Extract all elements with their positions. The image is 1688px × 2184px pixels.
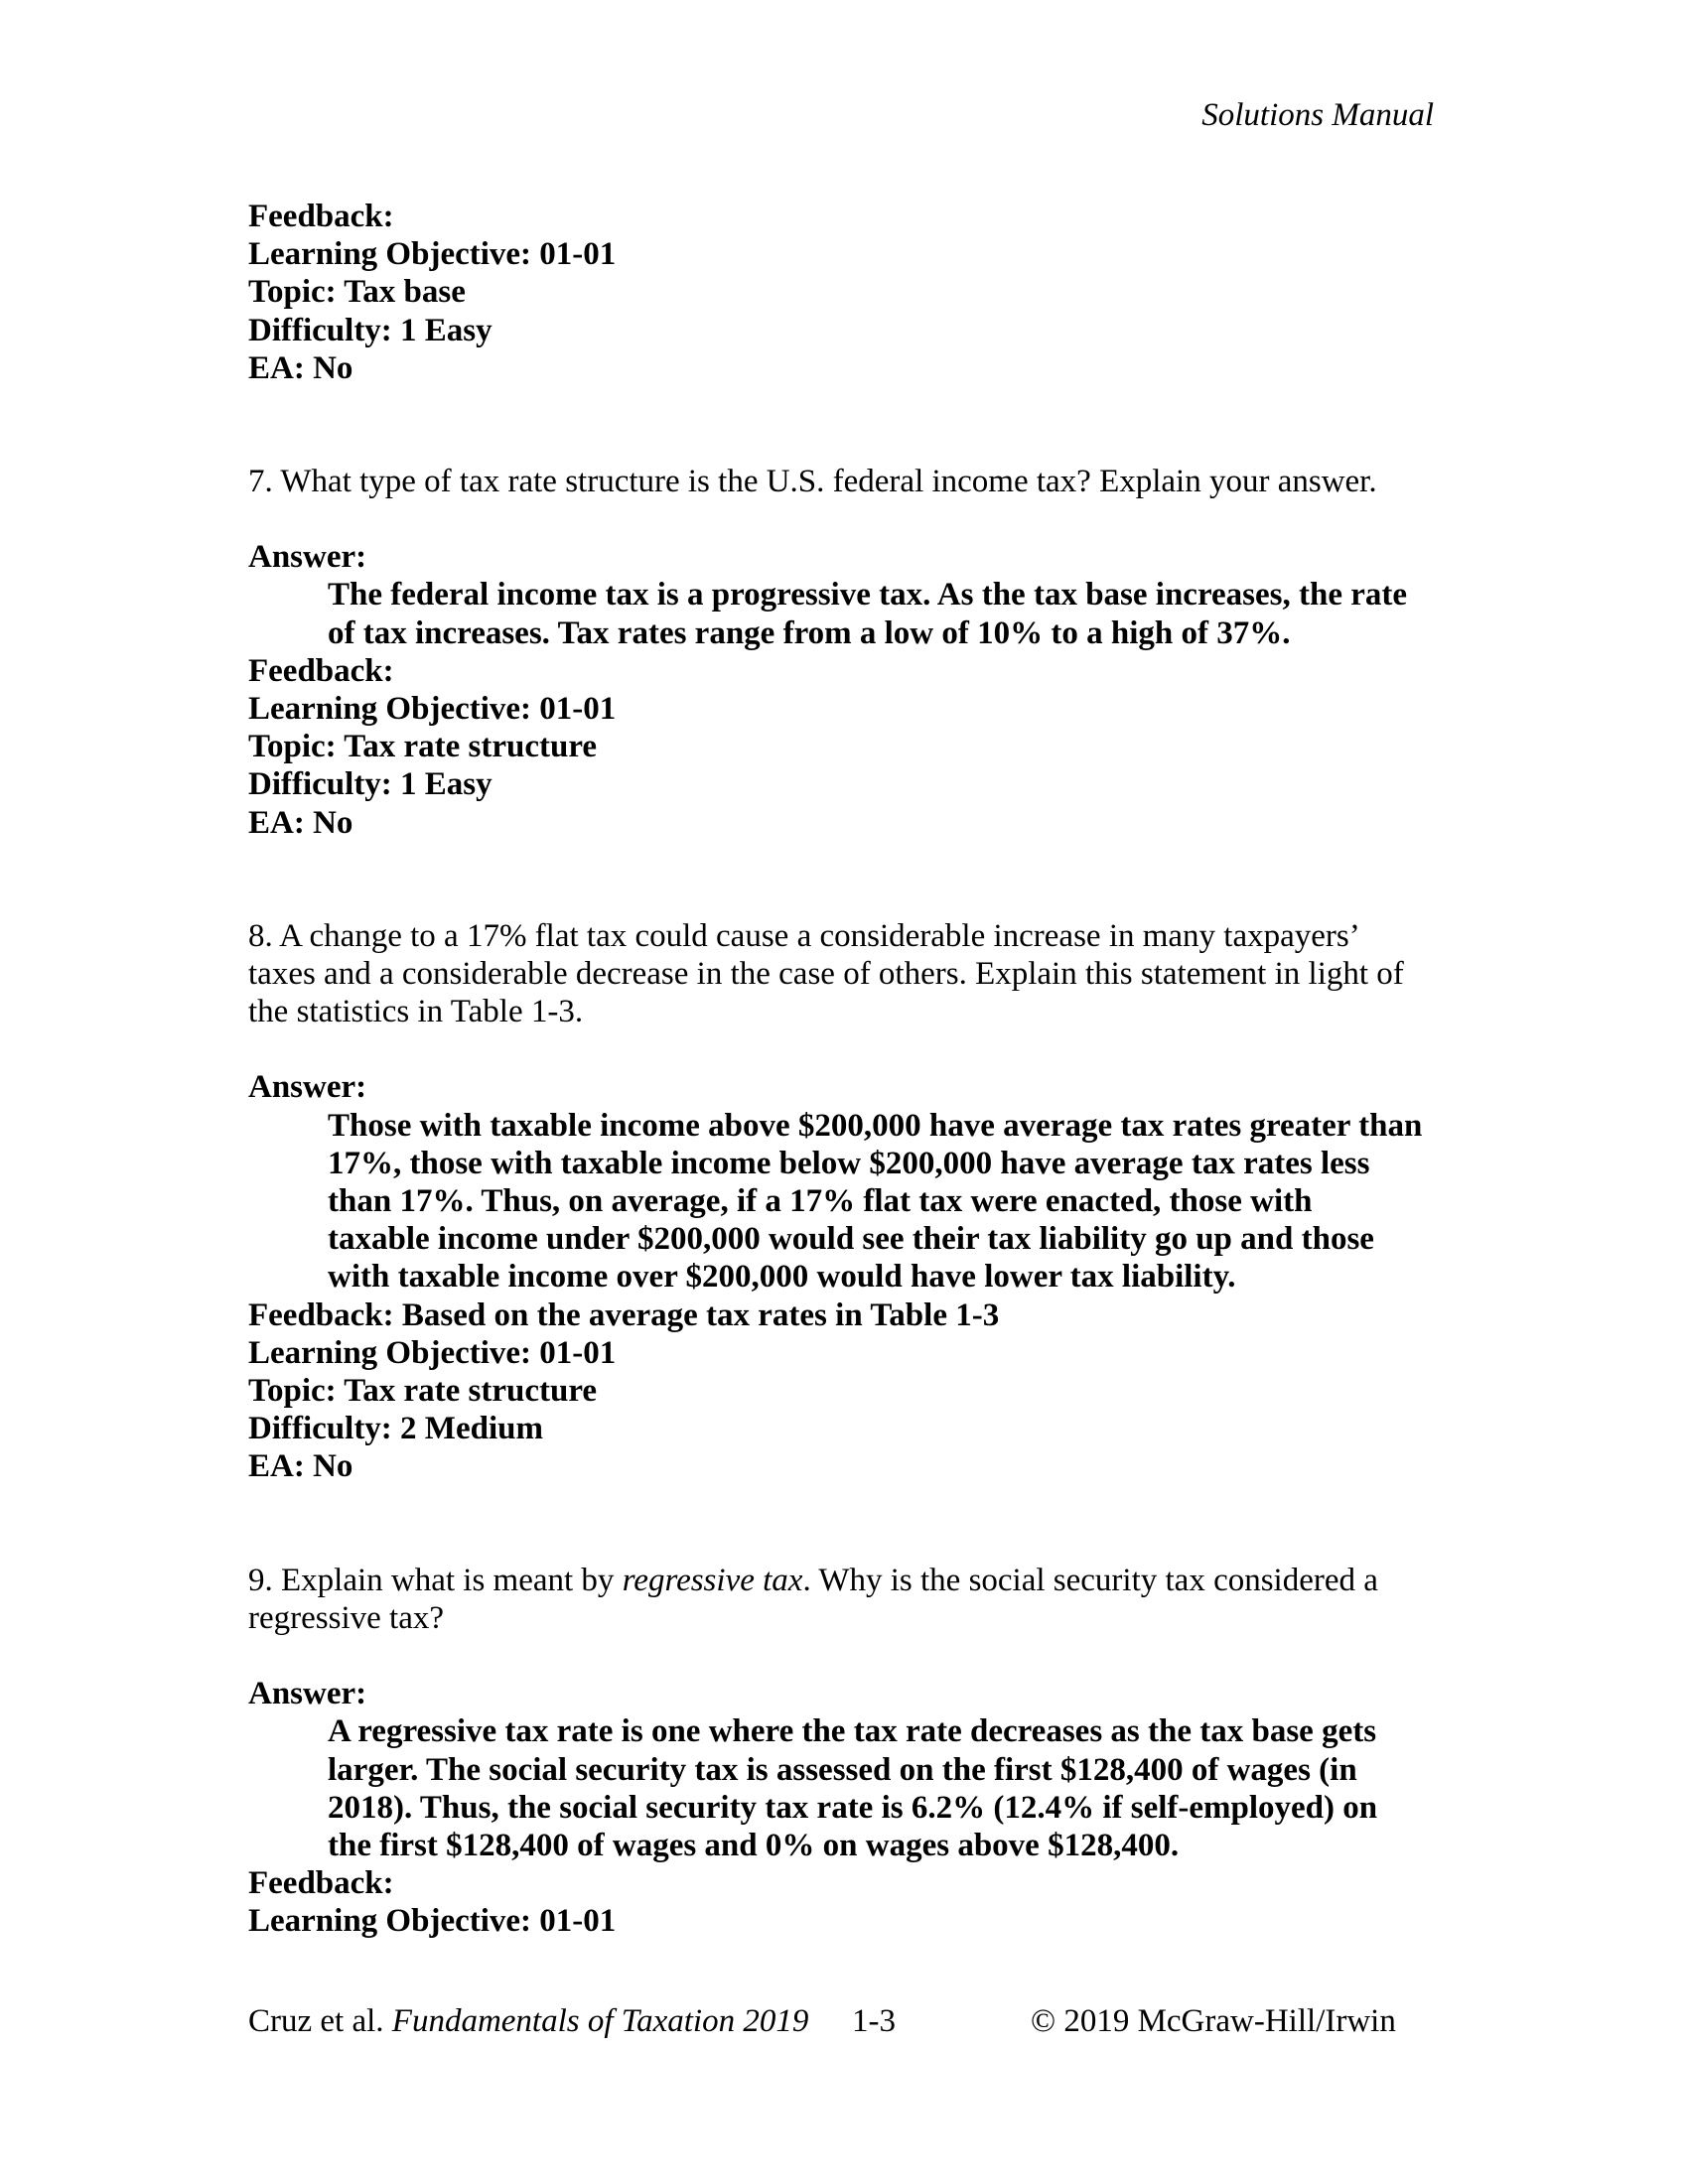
topic: Topic: Tax rate structure bbox=[248, 729, 598, 765]
question-text: 7. What type of tax rate structure is the U.S. federal income tax? Explain your answer. bbox=[248, 464, 1377, 500]
learning-objective: Learning Objective: 01-01 bbox=[248, 236, 617, 273]
question-7 bbox=[248, 463, 1440, 842]
answer-line: than 17%. Thus, on average, if a 17% flat tax were enacted, those with bbox=[328, 1183, 1313, 1220]
difficulty: Difficulty: 1 Easy bbox=[248, 766, 492, 803]
learning-objective: Learning Objective: 01-01 bbox=[248, 1903, 617, 1940]
document-body bbox=[248, 198, 1440, 1941]
page-number: 1-3 bbox=[852, 2003, 896, 2039]
answer-line: 17%, those with taxable income below $200,000 have average tax rates less bbox=[328, 1145, 1370, 1181]
meta-block-q7 bbox=[248, 652, 1440, 842]
footer-copyright: © 2019 McGraw-Hill/Irwin bbox=[1031, 2003, 1396, 2039]
answer-line: of tax increases. Tax rates range from a low of 10% to a high of 37%. bbox=[328, 614, 1291, 651]
question-text-end: . Why is the social security tax considered a bbox=[802, 1562, 1378, 1598]
learning-objective: Learning Objective: 01-01 bbox=[248, 1334, 617, 1371]
question-8 bbox=[248, 917, 1440, 1486]
learning-objective: Learning Objective: 01-01 bbox=[248, 691, 617, 728]
answer-line: Those with taxable income above $200,000 have average tax rates greater than bbox=[328, 1107, 1423, 1144]
question-text: taxes and a considerable decrease in the case of others. Explain this statement in light of bbox=[248, 956, 1404, 993]
answer-line: with taxable income over $200,000 would have lower tax liability. bbox=[328, 1259, 1236, 1296]
topic: Topic: Tax base bbox=[248, 274, 466, 311]
question-text: the statistics in Table 1-3. bbox=[248, 994, 584, 1030]
answer-label: Answer: bbox=[248, 539, 367, 576]
question-text bbox=[248, 1562, 1440, 1599]
answer-line: the first $128,400 of wages and 0% on wages above $128,400. bbox=[328, 1827, 1180, 1863]
meta-block-q9 bbox=[248, 1864, 1440, 1940]
answer-line: taxable income under $200,000 would see their tax liability go up and those bbox=[328, 1221, 1374, 1258]
answer-line: The federal income tax is a progressive tax. As the tax base increases, the rate bbox=[328, 577, 1408, 614]
question-term: regressive tax bbox=[622, 1562, 803, 1598]
ea-flag: EA: No bbox=[248, 349, 353, 386]
question-text-start: 9. Explain what is meant by bbox=[248, 1562, 623, 1598]
question-text: 8. A change to a 17% flat tax could cause a considerable increase in many taxpayers’ bbox=[248, 917, 1360, 954]
footer-authors: Cruz et al. bbox=[248, 2003, 392, 2039]
answer-label: Answer: bbox=[248, 1676, 367, 1712]
question-9 bbox=[248, 1562, 1440, 1941]
topic: Topic: Tax rate structure bbox=[248, 1373, 598, 1410]
feedback-label: Feedback: bbox=[248, 652, 394, 689]
ea-flag: EA: No bbox=[248, 1448, 353, 1485]
ea-flag: EA: No bbox=[248, 804, 353, 841]
answer-line: larger. The social security tax is assessed on the first $128,400 of wages (in bbox=[328, 1751, 1357, 1788]
question-text: regressive tax? bbox=[248, 1599, 444, 1636]
meta-block-q8 bbox=[248, 1297, 1440, 1486]
answer-line: 2018). Thus, the social security tax rate is 6.2% (12.4% if self-employed) on bbox=[328, 1789, 1378, 1826]
feedback-label: Feedback: bbox=[248, 1865, 394, 1902]
feedback-label: Feedback: Based on the average tax rates in Table 1-3 bbox=[248, 1297, 1000, 1333]
feedback-label: Feedback: bbox=[248, 199, 394, 234]
footer-book-title: Fundamentals of Taxation 2019 bbox=[391, 2003, 809, 2039]
difficulty: Difficulty: 1 Easy bbox=[248, 312, 492, 348]
difficulty: Difficulty: 2 Medium bbox=[248, 1411, 543, 1447]
answer-line: A regressive tax rate is one where the tax rate decreases as the tax base gets bbox=[328, 1713, 1377, 1750]
running-header: Solutions Manual bbox=[1201, 97, 1434, 133]
meta-block-q6 bbox=[248, 198, 1440, 387]
answer-label: Answer: bbox=[248, 1069, 367, 1106]
footer-citation bbox=[248, 2001, 808, 2041]
